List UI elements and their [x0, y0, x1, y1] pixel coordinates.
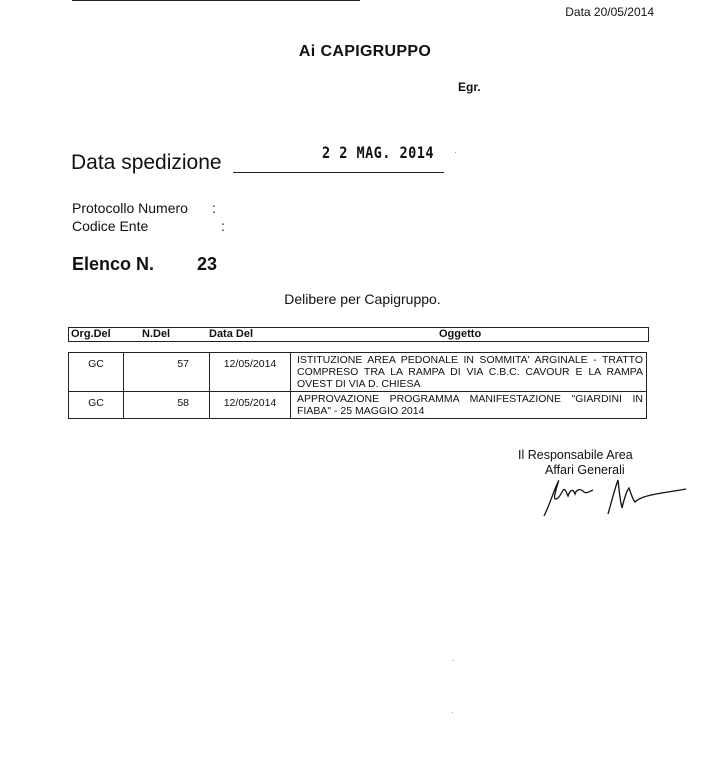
org-cell: GC: [69, 392, 124, 419]
org-cell: GC: [69, 353, 124, 392]
column-header-org: Org.Del: [71, 328, 111, 340]
shipping-date-label: Data spedizione: [71, 151, 222, 174]
document-date: Data 20/05/2014: [565, 5, 654, 19]
top-rule: [72, 0, 360, 1]
column-header-subject: Oggetto: [439, 328, 482, 340]
list-number: 23: [197, 254, 218, 274]
addressee-name: CAPIGRUPPO: [320, 43, 432, 60]
subject-cell: ISTITUZIONE AREA PEDONALE IN SOMMITA' ARGINALE - TRATTO COMPRESO TRA LA RAMPA DI VIA C.B.C. CAVOUR E LA RAMPA OVEST DI VIA D. CHIESA: [291, 353, 647, 392]
addressee-prefix: Ai: [298, 43, 316, 60]
salutation: Egr.: [458, 80, 481, 94]
handwritten-signature: [538, 474, 688, 519]
column-header-number: N.Del: [142, 328, 171, 340]
scan-speck: [455, 152, 456, 153]
number-cell: 57: [124, 353, 210, 392]
deliberations-table: [68, 352, 647, 419]
shipping-date-stamp: 2 2 MAG. 2014: [322, 143, 434, 162]
entity-code-colon: :: [221, 218, 225, 234]
list-label: Elenco N.: [72, 254, 155, 274]
scan-speck: [453, 660, 454, 661]
shipping-date-line: [233, 172, 444, 173]
addressee-title: [0, 43, 725, 61]
entity-code-label: Codice Ente: [72, 218, 149, 234]
signatory-department: Affari Generali: [545, 463, 625, 477]
table-header: [68, 327, 649, 342]
date-cell: 12/05/2014: [210, 392, 291, 419]
table-row: [69, 392, 647, 419]
date-cell: 12/05/2014: [210, 353, 291, 392]
number-cell: 58: [124, 392, 210, 419]
signatory-title: Il Responsabile Area: [518, 448, 633, 462]
column-header-date: Data Del: [209, 328, 254, 340]
protocol-number-colon: :: [212, 200, 216, 216]
scan-speck: [452, 712, 453, 713]
table-row: [69, 353, 647, 392]
subject-cell: APPROVAZIONE PROGRAMMA MANIFESTAZIONE "GIARDINI IN FIABA" - 25 MAGGIO 2014: [291, 392, 647, 419]
protocol-number-label: Protocollo Numero: [72, 200, 188, 216]
subtitle: Delibere per Capigruppo.: [284, 291, 441, 307]
